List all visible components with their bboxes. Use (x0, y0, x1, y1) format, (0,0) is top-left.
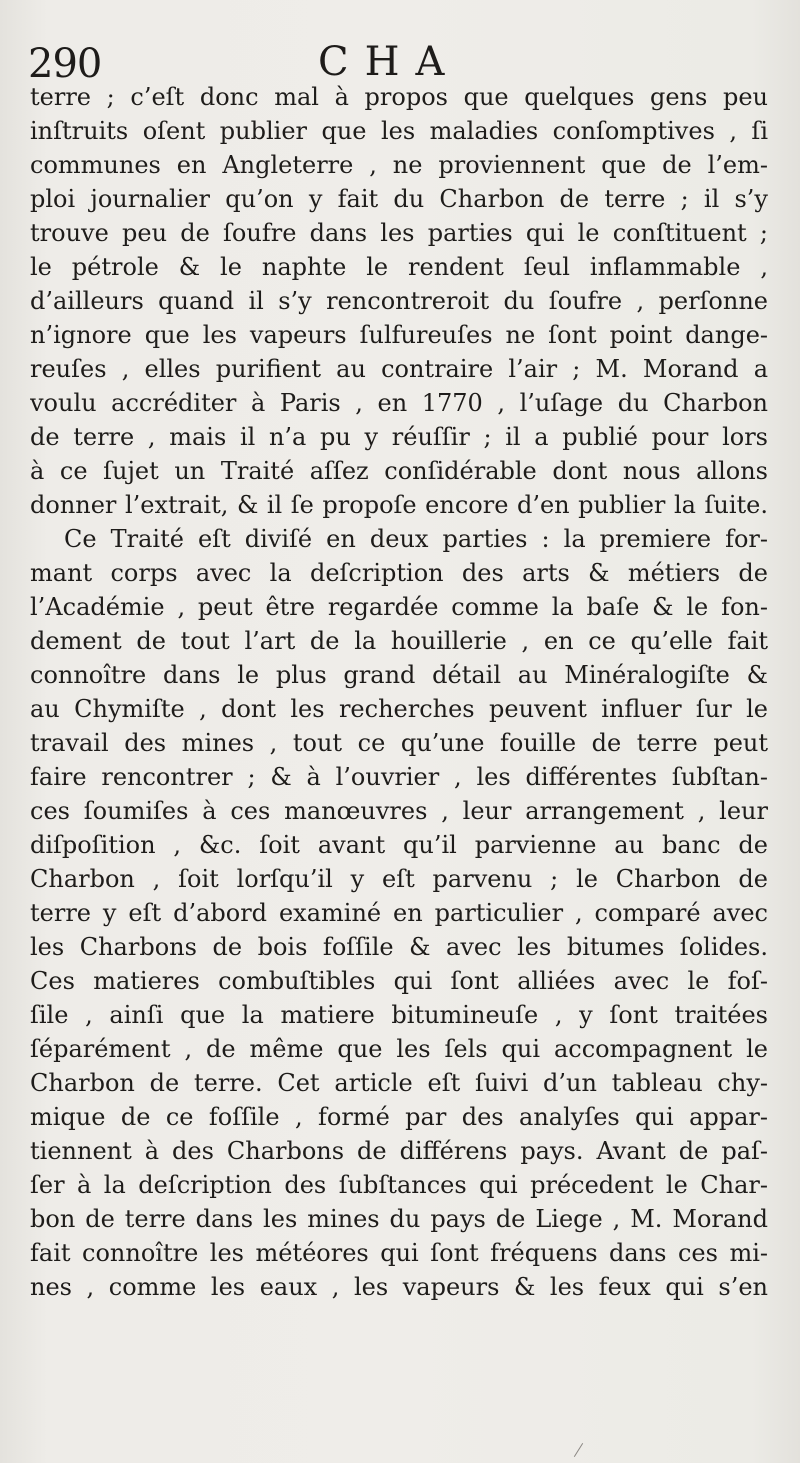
text-line: les Charbons de bois foſſile & avec les bitumes ſolides. (30, 933, 768, 961)
text-line: donner l’extrait, & il ſe propoſe encore d’en publier la ſuite. (30, 491, 768, 519)
text-line: ſéparément , de même que les ſels qui accompagnent le (30, 1035, 768, 1063)
text-line: diſpoſition , &c. ſoit avant qu’il parvienne au banc de (30, 831, 768, 859)
text-line: trouve peu de ſoufre dans les parties qui le conſtituent ; (30, 219, 768, 247)
body-text (30, 80, 768, 1304)
text-line: d’ailleurs quand il s’y rencontreroit du ſoufre , perſonne (30, 287, 768, 315)
text-line: terre y eſt d’abord examiné en particulier , comparé avec (30, 899, 768, 927)
paragraph-2 (30, 522, 768, 1304)
text-line: n’ignore que les vapeurs ſulfureuſes ne ſont point dange- (30, 321, 768, 349)
text-line: ſile , ainſi que la matiere bitumineuſe , y ſont traitées (30, 1001, 768, 1029)
text-line: au Chymiſte , dont les recherches peuvent influer ſur le (30, 695, 768, 723)
text-line: Charbon de terre. Cet article eſt ſuivi d’un tableau chy- (30, 1069, 768, 1097)
text-line: Charbon , ſoit lorſqu’il y eſt parvenu ; le Charbon de (30, 865, 768, 893)
running-head: CHA (318, 39, 461, 85)
text-line: ſer à la deſcription des ſubſtances qui précedent le Char- (30, 1171, 768, 1199)
paragraph-1 (30, 80, 768, 522)
text-line: Ces matieres combuſtibles qui ſont alliées avec le foſ- (30, 967, 768, 995)
text-line: faire rencontrer ; & à l’ouvrier , les différentes ſubſtan- (30, 763, 768, 791)
stray-pen-mark (574, 1443, 583, 1457)
text-line: dement de tout l’art de la houillerie , en ce qu’elle fait (30, 627, 768, 655)
text-line: communes en Angleterre , ne proviennent que de l’em- (30, 151, 768, 179)
text-line: inſtruits oſent publier que les maladies conſomptives , ſi (30, 117, 768, 145)
text-line: ces ſoumiſes à ces manœuvres , leur arrangement , leur (30, 797, 768, 825)
text-line: mant corps avec la deſcription des arts & métiers de (30, 559, 768, 587)
text-line: reuſes , elles purifient au contraire l’air ; M. Morand a (30, 355, 768, 383)
text-line: travail des mines , tout ce qu’une fouille de terre peut (30, 729, 768, 757)
text-line: voulu accréditer à Paris , en 1770 , l’uſage du Charbon (30, 389, 768, 417)
text-line: Ce Traité eſt diviſé en deux parties : la premiere for- (64, 525, 768, 553)
text-line: l’Académie , peut être regardée comme la baſe & le fon- (30, 593, 768, 621)
text-line: le pétrole & le naphte le rendent ſeul inflammable , (30, 253, 768, 281)
text-line: fait connoître les météores qui ſont fréquens dans ces mi- (30, 1239, 768, 1267)
text-line: mique de ce foſſile , formé par des analyſes qui appar- (30, 1103, 768, 1131)
text-line: ploi journalier qu’on y fait du Charbon de terre ; il s’y (30, 185, 768, 213)
text-line: de terre , mais il n’a pu y réuſſir ; il a publié pour lors (30, 423, 768, 451)
text-line: bon de terre dans les mines du pays de Liege , M. Morand (30, 1205, 768, 1233)
text-line: terre ; c’eſt donc mal à propos que quelques gens peu (30, 83, 768, 111)
page-number: 290 (28, 41, 102, 87)
text-line: connoître dans le plus grand détail au Minéralogiſte & (30, 661, 768, 689)
text-line: à ce ſujet un Traité aſſez conſidérable dont nous allons (30, 457, 768, 485)
text-line: nes , comme les eaux , les vapeurs & les feux qui s’en (30, 1273, 768, 1301)
text-line: tiennent à des Charbons de différens pays. Avant de paſ- (30, 1137, 768, 1165)
